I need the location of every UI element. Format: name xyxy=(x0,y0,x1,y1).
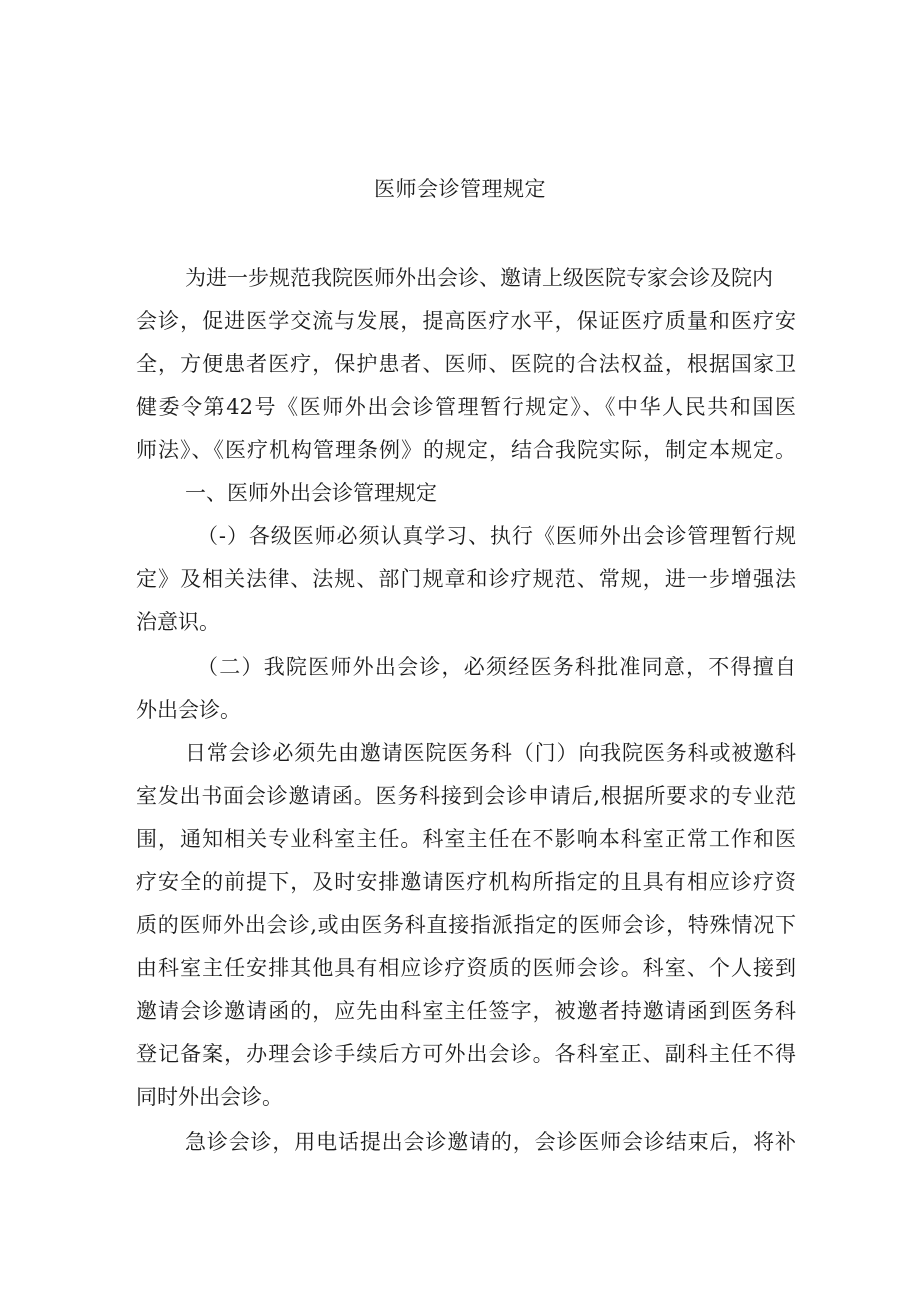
section-heading: 一、医师外出会诊管理规定 xyxy=(185,481,437,505)
paragraph-line: 外出会诊。 xyxy=(136,698,241,722)
paragraph-line: 围，通知相关专业科室主任。科室主任在不影响本科室正常工作和医 xyxy=(136,827,796,851)
paragraph-line: 日常会诊必须先由邀请医院医务科（门）向我院医务科或被邀科 xyxy=(185,741,796,765)
paragraph-line: 治意识。 xyxy=(136,610,220,634)
paragraph-line: 为进一步规范我院医师外出会诊、邀请上级医院专家会诊及院内 xyxy=(185,266,773,290)
paragraph-line: 健委令第42号《医师外出会诊管理暂行规定》、《中华人民共和国医 xyxy=(136,395,796,419)
document-title: 医师会诊管理规定 xyxy=(374,177,546,201)
paragraph-line: 质的医师外出会诊,或由医务科直接指派指定的医师会诊，特殊情况下 xyxy=(136,913,796,937)
paragraph-line: 同时外出会诊。 xyxy=(136,1085,283,1109)
paragraph-line: 疗安全的前提下，及时安排邀请医疗机构所指定的且具有相应诊疗资 xyxy=(136,870,796,894)
paragraph-line: 全，方便患者医疗，保护患者、医师、医院的合法权益，根据国家卫 xyxy=(136,352,796,376)
paragraph-line: 邀请会诊邀请函的，应先由科室主任签字，被邀者持邀请函到医务科 xyxy=(136,999,796,1023)
paragraph-line: 急诊会诊，用电话提出会诊邀请的，会诊医师会诊结束后，将补 xyxy=(185,1130,796,1154)
paragraph-line: 由科室主任安排其他具有相应诊疗资质的医师会诊。科室、个人接到 xyxy=(136,956,796,980)
paragraph-line: （二）我院医师外出会诊，必须经医务科批准同意，不得擅自 xyxy=(197,655,796,679)
paragraph-line: 室发出书面会诊邀请函。医务科接到会诊申请后,根据所要求的专业范 xyxy=(136,784,796,808)
paragraph-line: 师法》、《医疗机构管理条例》的规定，结合我院实际，制定本规定。 xyxy=(136,438,796,462)
paragraph-line: 登记备案，办理会诊手续后方可外出会诊。各科室正、副科主任不得 xyxy=(136,1042,796,1066)
paragraph-line: 定》及相关法律、法规、部门规章和诊疗规范、常规，进一步增强法 xyxy=(136,567,796,591)
paragraph-line: 会诊，促进医学交流与发展，提高医疗水平，保证医疗质量和医疗安 xyxy=(136,309,796,333)
paragraph-line: （-）各级医师必须认真学习、执行《医师外出会诊管理暂行规 xyxy=(197,524,796,548)
